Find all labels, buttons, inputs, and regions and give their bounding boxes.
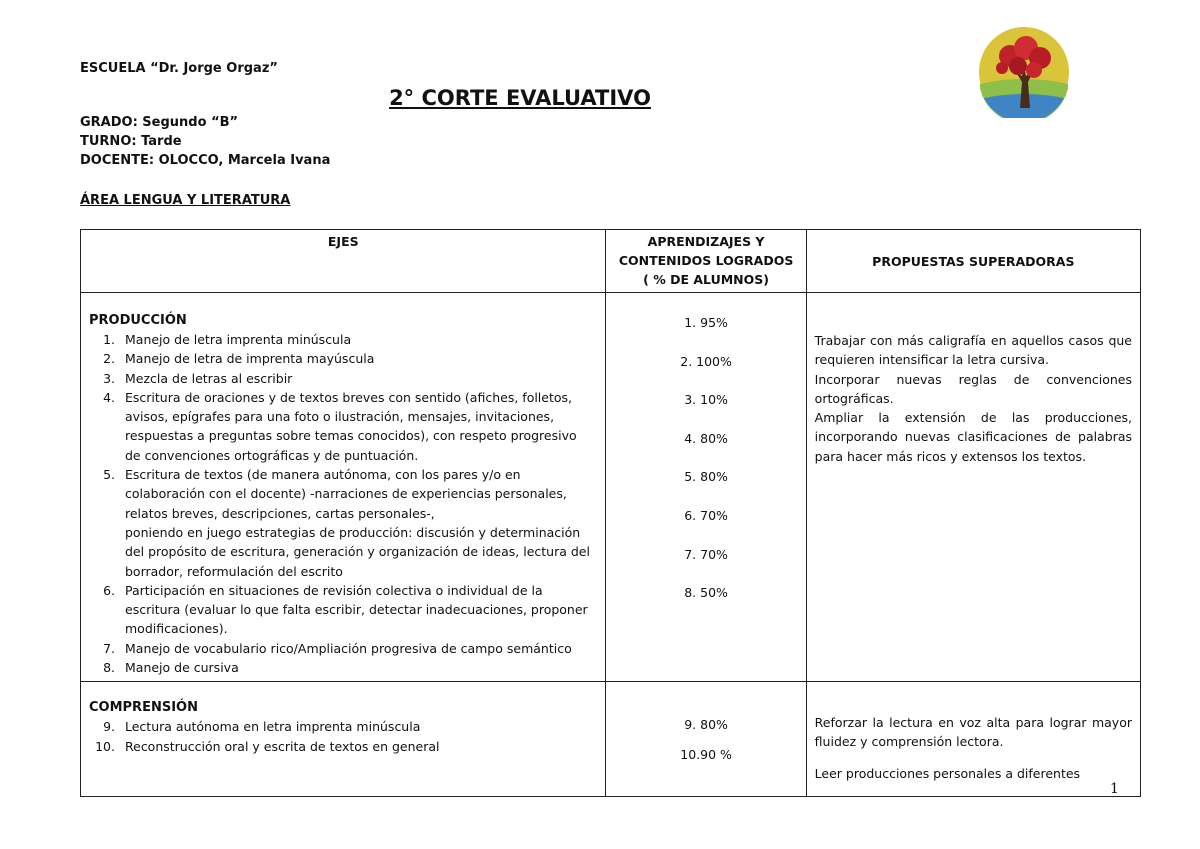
comprension-percentages-cell xyxy=(606,682,806,796)
list-item-number xyxy=(89,542,125,561)
list-item-text: Escritura de textos (de manera autónoma, con los pares y/o en xyxy=(125,467,521,483)
section-title-comprension: COMPRENSIÓN xyxy=(89,700,198,716)
proposal: Incorporar nuevas reglas de convenciones ortográficas. xyxy=(814,371,1132,406)
list-item xyxy=(89,523,597,542)
produccion-proposals-cell xyxy=(806,293,1140,682)
list-item-text: Manejo de cursiva xyxy=(125,660,239,676)
list-item xyxy=(89,330,597,349)
list-item-text: respuestas a preguntas sobre temas conocidos), con respeto progresivo xyxy=(125,428,577,444)
list-item-number xyxy=(89,523,125,542)
list-item-text: avisos, epígrafes para una foto o ilustración, mensajes, invitaciones, xyxy=(125,409,555,425)
table-header-row xyxy=(81,230,1141,293)
proposal: Trabajar con más caligrafía en aquellos casos que requieren intensificar la letra cursiva. xyxy=(814,333,1132,368)
list-item-number xyxy=(89,600,125,619)
list-item-number xyxy=(89,484,125,503)
list-item-number: 3. xyxy=(103,370,115,386)
proposal: Leer producciones personales a diferentes xyxy=(814,765,1081,781)
list-item-text: Manejo de vocabulario rico/Ampliación progresiva de campo semántico xyxy=(125,640,572,656)
list-item-number: 8. xyxy=(103,660,115,676)
list-item-number: 9. xyxy=(103,719,115,735)
comprension-proposals-cell xyxy=(806,682,1140,796)
header-ejes: EJES xyxy=(81,230,606,293)
grade-label: GRADO: Segundo “B” xyxy=(80,115,239,130)
evaluation-table xyxy=(80,229,1141,797)
list-item xyxy=(89,426,597,445)
comprension-ejes-cell xyxy=(81,682,606,796)
list-item-text: Reconstrucción oral y escrita de textos en general xyxy=(125,738,440,754)
list-item-text: Manejo de letra de imprenta mayúscula xyxy=(125,351,375,367)
list-item-number xyxy=(89,426,125,445)
list-item-number: 1. xyxy=(103,332,115,347)
list-item-text: escritura (evaluar lo que falta escribir, detectar inadecuaciones, proponer xyxy=(125,602,588,618)
percentage-value: 5. 80% xyxy=(684,469,728,485)
list-item xyxy=(89,504,597,523)
list-item-text: Mezcla de letras al escribir xyxy=(125,370,293,386)
proposal: Reforzar la lectura en voz alta para lograr mayor fluidez y comprensión lectora. xyxy=(814,714,1132,750)
list-item xyxy=(89,658,597,677)
page-number: 1 xyxy=(1110,781,1119,797)
list-item xyxy=(89,484,597,503)
header-aprendizajes-line: APRENDIZAJES Y xyxy=(647,234,765,249)
list-item xyxy=(89,737,597,756)
list-item-text: Participación en situaciones de revisión colectiva o individual de la xyxy=(125,582,543,598)
comprension-list xyxy=(89,717,597,756)
list-item-text: de convenciones ortográficas y de puntuación. xyxy=(125,447,419,463)
list-item-number xyxy=(89,504,125,523)
table-row-produccion xyxy=(81,293,1141,682)
list-item-text: poniendo en juego estrategias de producción: discusión y determinación xyxy=(125,524,581,540)
list-item-number xyxy=(89,446,125,465)
list-item xyxy=(89,717,597,736)
list-item xyxy=(89,465,597,484)
school-logo-tree-icon xyxy=(978,26,1070,118)
list-item-number: 5. xyxy=(103,467,115,483)
list-item-number xyxy=(89,562,125,581)
percentage-value: 6. 70% xyxy=(684,507,728,523)
header-propuestas: PROPUESTAS SUPERADORAS xyxy=(806,230,1140,293)
shift-label: TURNO: Tarde xyxy=(80,134,182,149)
list-item-number: 2. xyxy=(103,351,115,367)
produccion-ejes-cell xyxy=(81,293,606,682)
list-item-text: Manejo de letra imprenta minúscula xyxy=(125,332,352,347)
percentage-value: 1. 95% xyxy=(684,315,728,330)
percentage-value: 2. 100% xyxy=(680,353,732,369)
header-aprendizajes-line: CONTENIDOS LOGRADOS xyxy=(618,253,794,268)
produccion-percentages-cell xyxy=(606,293,806,682)
percentage-value: 9. 80% xyxy=(684,717,728,733)
table-row-comprension xyxy=(81,682,1141,796)
list-item-text: borrador, reformulación del escrito xyxy=(125,563,343,579)
list-item-text: Lectura autónoma en letra imprenta minúscula xyxy=(125,719,421,735)
list-item-text: Escritura de oraciones y de textos breves con sentido (afiches, folletos, xyxy=(125,389,573,405)
list-item xyxy=(89,388,597,407)
proposal: Ampliar la extensión de las producciones, incorporando nuevas clasificaciones de palabras para hacer más ricos y extensos los textos. xyxy=(814,410,1132,464)
school-name: ESCUELA “Dr. Jorge Orgaz” xyxy=(80,61,278,76)
percentage-value: 10.90 % xyxy=(680,747,732,763)
list-item-text: colaboración con el docente) -narraciones de experiencias personales, xyxy=(125,486,567,502)
list-item-text: modificaciones). xyxy=(125,621,228,637)
teacher-label: DOCENTE: OLOCCO, Marcela Ivana xyxy=(80,153,331,168)
list-item-number xyxy=(89,407,125,426)
list-item-number: 10. xyxy=(95,738,115,754)
list-item xyxy=(89,619,597,638)
list-item xyxy=(89,639,597,658)
list-item xyxy=(89,349,597,368)
percentage-value: 3. 10% xyxy=(684,392,728,408)
list-item-text: relatos breves, descripciones, cartas personales-, xyxy=(125,505,435,521)
page-title: 2° CORTE EVALUATIVO xyxy=(389,86,651,110)
percentage-value: 8. 50% xyxy=(684,585,728,601)
list-item-number: 6. xyxy=(103,582,115,598)
header-aprendizajes-line: ( % DE ALUMNOS) xyxy=(643,272,769,287)
list-item xyxy=(89,581,597,600)
area-heading: ÁREA LENGUA Y LITERATURA xyxy=(80,193,291,208)
list-item xyxy=(89,542,597,561)
produccion-list xyxy=(89,330,597,677)
list-item xyxy=(89,407,597,426)
list-item xyxy=(89,446,597,465)
list-item-number xyxy=(89,619,125,638)
list-item xyxy=(89,369,597,388)
list-item-text: del propósito de escritura, generación y organización de ideas, lectura del xyxy=(125,544,590,560)
header-aprendizajes xyxy=(606,230,806,293)
list-item-number: 7. xyxy=(103,640,115,656)
list-item xyxy=(89,600,597,619)
list-item-number: 4. xyxy=(103,389,115,405)
list-item xyxy=(89,562,597,581)
percentage-value: 4. 80% xyxy=(684,430,728,446)
percentage-value: 7. 70% xyxy=(684,546,728,562)
section-title-produccion: PRODUCCIÓN xyxy=(89,313,187,328)
